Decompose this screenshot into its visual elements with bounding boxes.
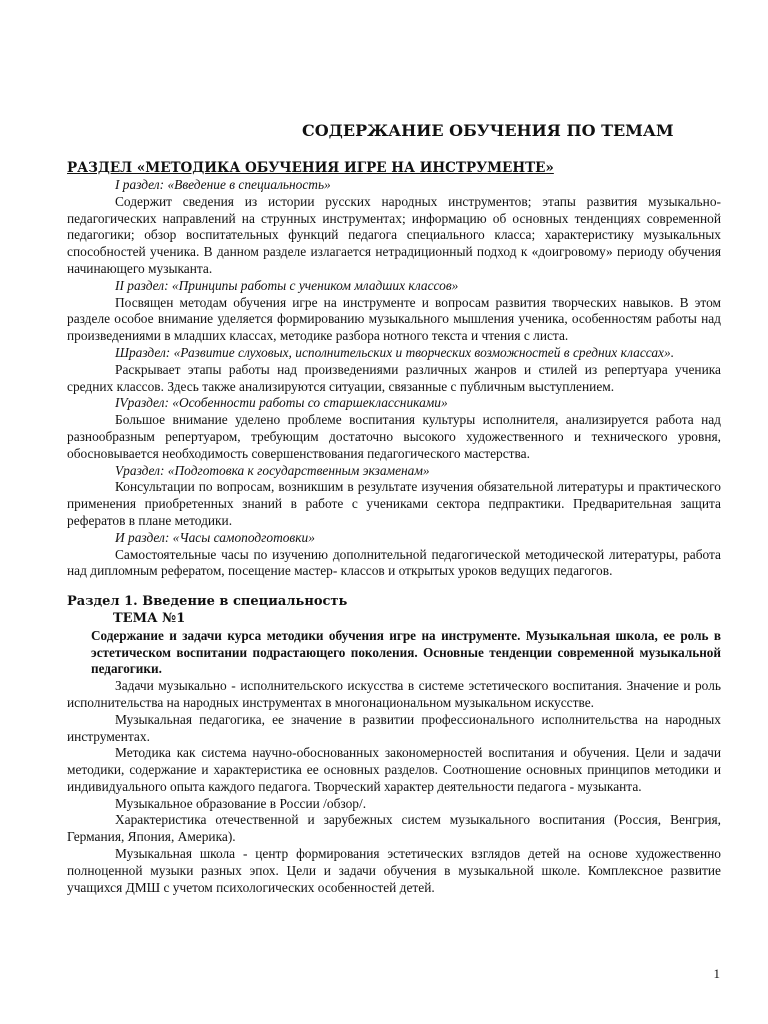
main-column: [67, 160, 721, 896]
part-2-text: Посвящен методам обучения игре на инструменте и вопросам развития творческих навыков. В этом разделе особое внимание уделяется формированию музыкального мышления ученика, особенностям работы над произведениями в младших классах, методике разбора нотного текста и чтения с листа.: [67, 294, 721, 344]
part-3-text: Раскрывает этапы работы над произведениями различных жанров и стилей из репертуара ученика средних классов. Здесь также анализируются ситуации, связанные с публичным выступлением.: [67, 361, 721, 394]
section1-paragraph: Музыкальная педагогика, ее значение в развитии профессионального исполнительства на народных инструментах.: [67, 711, 721, 744]
part-1-heading: I раздел: «Введение в специальность»: [115, 177, 331, 192]
topic-text: Содержание и задачи курса методики обучения игре на инструменте. Музыкальная школа, ее роль в эстетическом воспитании подрастающего поколения. Основные тенденции современной музыкальной педагогики.: [91, 627, 721, 677]
section1-paragraph: Музыкальное образование в России /обзор/.: [115, 795, 367, 811]
part-6-heading: И раздел: «Часы самоподготовки»: [115, 529, 315, 545]
part-2-heading: II раздел: «Принципы работы с учеником младших классов»: [115, 277, 459, 293]
tema-label: ТЕМА №1: [113, 610, 186, 626]
section-heading: РАЗДЕЛ «МЕТОДИКА ОБУЧЕНИЯ ИГРЕ НА ИНСТРУМЕНТЕ»: [67, 160, 554, 176]
part-4-text: Большое внимание уделено проблеме воспитания культуры исполнителя, анализируется работа над разнообразным репертуаром, требующим достаточно высокого художественного и технического уровня, обосновывается необходимость совершенствования педагогического мастерства.: [67, 412, 721, 461]
part-5-heading: Vраздел: «Подготовка к государственным экзаменам»: [115, 462, 430, 478]
section1-paragraph: Характеристика отечественной и зарубежных систем музыкального воспитания (Россия, Венгрия, Германия, Япония, Америка).: [67, 812, 721, 845]
section1-paragraph: Задачи музыкально - исполнительского искусства в системе эстетического воспитания. Значение и роль исполнительства на народных инструментах в многонациональном музыкальном искусстве.: [67, 678, 721, 710]
section1-heading: Раздел 1. Введение в специальность: [67, 594, 348, 610]
page-title: СОДЕРЖАНИЕ ОБУЧЕНИЯ ПО ТЕМАМ: [302, 121, 674, 140]
page-number: 1: [713, 966, 720, 981]
part-4-heading: IVраздел: «Особенности работы со старшеклассниками»: [115, 395, 448, 411]
part-5-text: Консультации по вопросам, возникшим в результате изучения обязательной литературы и практического применения приобретенных знаний в работе с учениками сектора педпрактики. Предварительная защита рефератов в плане методики.: [67, 479, 721, 528]
part-3-heading: Шраздел: «Развитие слуховых, исполнительских и творческих возможностей в средних классах».: [115, 344, 675, 360]
part-6-text: Самостоятельные часы по изучению дополнительной педагогической методической литературы, работа над дипломным рефератом, посещение мастер- классов и открытых уроков ведущих педагогов.: [67, 546, 721, 579]
section1-paragraph: Методика как система научно-обоснованных закономерностей воспитания и обучения. Цели и задачи методики, содержание и характеристика ее основных разделов. Соотношение основных принципов методики и индивидуального опыта каждого педагога. Творческий характер деятельности педагога - музыканта.: [67, 745, 721, 794]
part-1-text: Содержит сведения из истории русских народных инструментов; этапы развития музыкально-педагогических направлений на струнных инструментах; информацию об основных тенденциях современной педагогики; обзор воспитательных функций педагога специального класса; характеристику музыкальных способностей ученика. В данном разделе излагается нетрадиционный подход к «доигровому» периоду обучения начинающего музыканта.: [67, 193, 721, 276]
section1-paragraph: Музыкальная школа - центр формирования эстетических взглядов детей на основе художественно полноценной музыки разных эпох. Цели и задачи обучения в музыкальной школе. Комплексное развитие учащихся ДМШ с учетом психологических особенностей детей.: [67, 846, 721, 895]
